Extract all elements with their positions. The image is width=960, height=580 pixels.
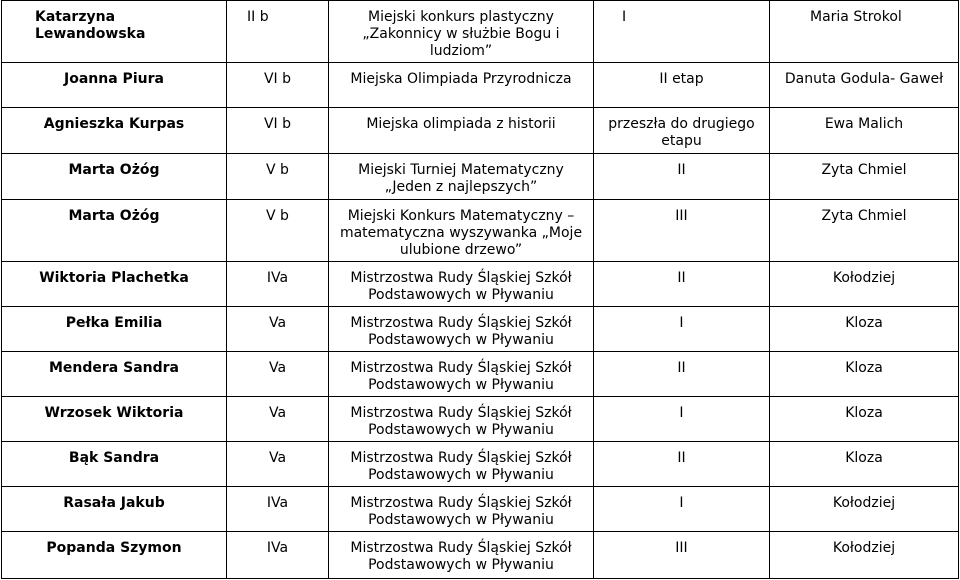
competition-text: Mistrzostwa Rudy Śląskiej Szkół Podstawowych w Pływaniu [350,360,572,393]
teacher-cell [770,532,959,579]
student-name-cell [2,200,227,262]
competition-cell [329,1,594,63]
student-name-text: Bąk Sandra [68,450,160,466]
competition-text: Miejski Konkurs Matematyczny – matematyczna wyszywanka „Moje ulubione drzewo” [339,208,583,258]
student-name-cell [2,442,227,487]
class-cell [227,352,329,397]
competition-text: Mistrzostwa Rudy Śląskiej Szkół Podstawowych w Pływaniu [350,405,572,438]
class-text: Va [268,450,287,466]
result-text: I [622,9,627,25]
teacher-text: Ewa Malich [824,116,904,132]
class-text: IVa [266,540,289,556]
result-cell [594,307,770,352]
result-cell [594,487,770,532]
result-cell [594,1,770,63]
result-text: II [677,360,686,376]
teacher-cell [770,154,959,200]
result-cell [594,200,770,262]
class-text: Va [268,315,287,331]
class-cell [227,397,329,442]
class-cell [227,307,329,352]
competition-text: Mistrzostwa Rudy Śląskiej Szkół Podstawowych w Pływaniu [350,495,572,528]
class-cell [227,154,329,200]
competition-text: Miejski Turniej Matematyczny „Jeden z najlepszych” [358,162,564,195]
teacher-cell [770,307,959,352]
teacher-text: Danuta Godula- Gaweł [784,71,944,87]
table-row [2,487,959,532]
result-text: II [677,270,686,286]
class-cell [227,63,329,108]
teacher-cell [770,487,959,532]
class-cell [227,442,329,487]
competition-cell [329,487,594,532]
class-text: V b [266,162,289,178]
class-text: IVa [266,270,289,286]
class-cell [227,532,329,579]
competition-cell [329,108,594,154]
result-cell [594,442,770,487]
student-name-text: Joanna Piura [64,71,164,87]
student-name-text: Marta Ożóg [68,208,160,224]
teacher-text: Kołodziej [832,495,896,511]
teacher-text: Zyta Chmiel [821,162,907,178]
student-name-text: Popanda Szymon [46,540,182,556]
table-row [2,442,959,487]
class-text: IVa [266,495,289,511]
result-text: przeszła do drugiego etapu [608,116,755,149]
student-name-cell [2,532,227,579]
table-row [2,1,959,63]
competition-cell [329,397,594,442]
result-cell [594,108,770,154]
table-row [2,262,959,307]
result-text: III [675,540,688,556]
teacher-cell [770,352,959,397]
competition-cell [329,154,594,200]
teacher-cell [770,108,959,154]
class-text: V b [266,208,289,224]
result-text: III [675,208,688,224]
result-cell [594,397,770,442]
result-cell [594,262,770,307]
student-name-text: Wiktoria Plachetka [39,270,189,286]
class-cell [227,262,329,307]
teacher-cell [770,442,959,487]
competition-text: Mistrzostwa Rudy Śląskiej Szkół Podstawowych w Pływaniu [350,540,572,573]
result-text: II etap [659,71,704,87]
result-cell [594,352,770,397]
result-cell [594,532,770,579]
competition-text: Miejski konkurs plastyczny „Zakonnicy w służbie Bogu i ludziom” [362,9,560,59]
teacher-text: Kloza [845,360,883,376]
table-row [2,352,959,397]
student-name-cell [2,307,227,352]
competition-results-table [1,0,959,579]
student-name-cell [2,63,227,108]
student-name-text: Wrzosek Wiktoria [44,405,184,421]
competition-cell [329,442,594,487]
table-row [2,307,959,352]
class-cell [227,1,329,63]
teacher-text: Kloza [845,315,883,331]
competition-cell [329,200,594,262]
teacher-cell [770,397,959,442]
student-name-text: Agnieszka Kurpas [43,116,185,132]
student-name-cell [2,397,227,442]
class-cell [227,108,329,154]
teacher-text: Kołodziej [832,540,896,556]
table-row [2,63,959,108]
class-cell [227,487,329,532]
result-text: I [679,405,684,421]
teacher-cell [770,1,959,63]
student-name-cell [2,352,227,397]
competition-text: Miejska Olimpiada Przyrodnicza [350,71,572,87]
result-text: II [677,162,686,178]
table-row [2,154,959,200]
student-name-text: Katarzyna Lewandowska [35,9,146,42]
results-table-body [2,1,959,579]
class-cell [227,200,329,262]
competition-text: Mistrzostwa Rudy Śląskiej Szkół Podstawowych w Pływaniu [350,315,572,348]
teacher-text: Kołodziej [832,270,896,286]
result-cell [594,154,770,200]
table-row [2,108,959,154]
class-text: Va [268,405,287,421]
teacher-cell [770,262,959,307]
student-name-cell [2,487,227,532]
student-name-text: Rasała Jakub [63,495,165,511]
table-row [2,532,959,579]
class-text: II b [247,9,269,25]
student-name-cell [2,1,227,63]
teacher-cell [770,200,959,262]
result-text: II [677,450,686,466]
student-name-text: Pełka Emilia [65,315,163,331]
table-row [2,200,959,262]
teacher-text: Kloza [845,405,883,421]
competition-cell [329,307,594,352]
teacher-text: Maria Strokol [810,9,902,25]
student-name-cell [2,108,227,154]
student-name-text: Marta Ożóg [68,162,160,178]
class-text: VI b [263,71,292,87]
competition-cell [329,352,594,397]
competition-cell [329,532,594,579]
student-name-cell [2,262,227,307]
table-row [2,397,959,442]
student-name-text: Mendera Sandra [48,360,179,376]
result-text: I [679,495,684,511]
teacher-text: Zyta Chmiel [821,208,907,224]
competition-text: Mistrzostwa Rudy Śląskiej Szkół Podstawowych w Pływaniu [350,270,572,303]
competition-text: Mistrzostwa Rudy Śląskiej Szkół Podstawowych w Pływaniu [350,450,572,483]
result-cell [594,63,770,108]
teacher-text: Kloza [845,450,883,466]
class-text: Va [268,360,287,376]
teacher-cell [770,63,959,108]
class-text: VI b [263,116,292,132]
result-text: I [679,315,684,331]
competition-cell [329,63,594,108]
student-name-cell [2,154,227,200]
competition-text: Miejska olimpiada z historii [366,116,556,132]
competition-cell [329,262,594,307]
